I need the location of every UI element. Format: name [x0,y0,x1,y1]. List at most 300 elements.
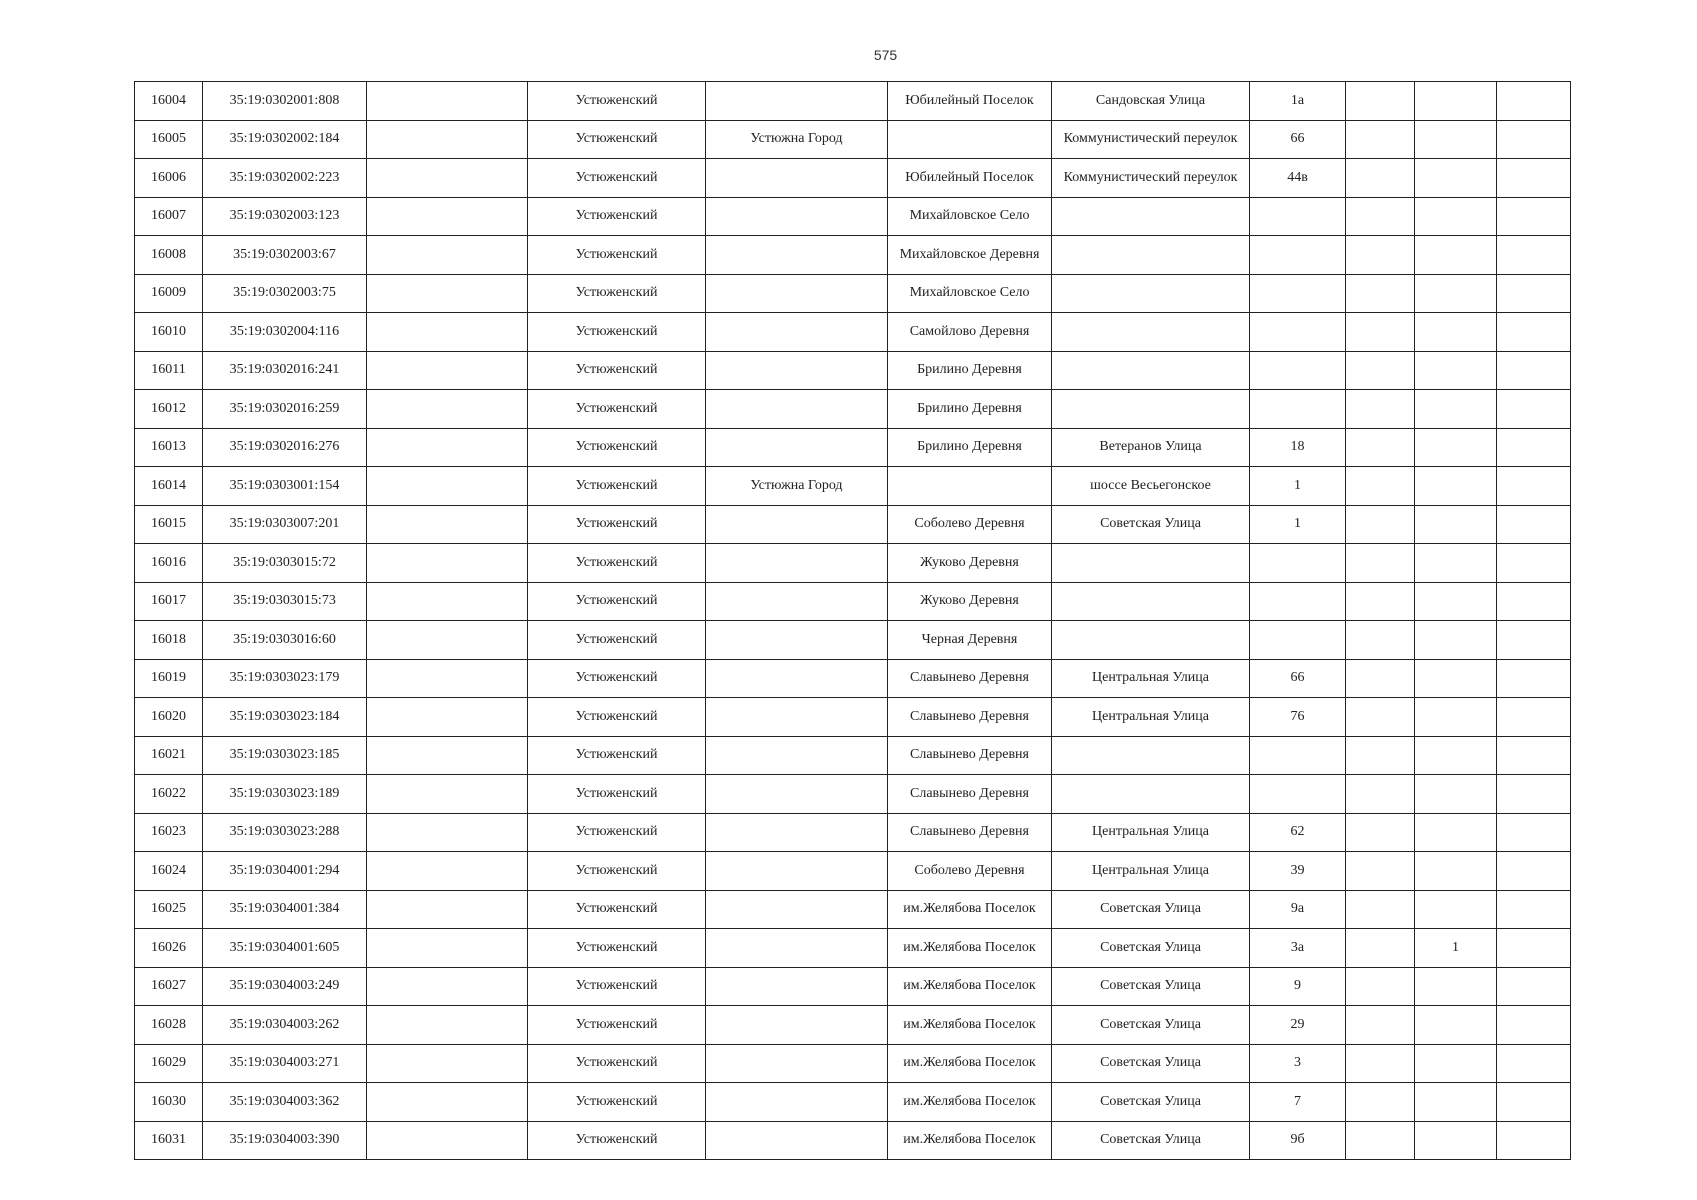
cell-district: Устюженский [528,120,706,159]
cell-extra-2 [1415,544,1497,583]
cell-extra-2 [1415,621,1497,660]
cell-id: 16005 [135,120,203,159]
cell-blank [367,1083,528,1122]
cell-extra-1 [1346,197,1415,236]
cell-house: 1 [1250,467,1346,506]
cell-extra-1 [1346,659,1415,698]
cell-id: 16012 [135,390,203,429]
table-row [135,544,1571,583]
table-row [135,967,1571,1006]
cell-extra-3 [1497,390,1571,429]
cell-house [1250,544,1346,583]
cell-cadastral-number: 35:19:0303015:73 [203,582,367,621]
cell-house: 66 [1250,659,1346,698]
cell-cadastral-number: 35:19:0304003:249 [203,967,367,1006]
cell-settlement: им.Желябова Поселок [888,1083,1052,1122]
cell-extra-3 [1497,775,1571,814]
cell-city [706,775,888,814]
cell-blank [367,236,528,275]
cell-house: 1а [1250,82,1346,121]
cell-city [706,1044,888,1083]
cell-blank [367,1006,528,1045]
cell-city [706,313,888,352]
cell-district: Устюженский [528,659,706,698]
cell-street: Центральная Улица [1052,698,1250,737]
cell-blank [367,313,528,352]
cell-extra-1 [1346,82,1415,121]
cell-city [706,82,888,121]
cell-extra-2 [1415,582,1497,621]
cell-blank [367,197,528,236]
cell-settlement [888,467,1052,506]
cell-settlement: Брилино Деревня [888,390,1052,429]
cell-id: 16006 [135,159,203,198]
cell-district: Устюженский [528,313,706,352]
cell-street [1052,313,1250,352]
cell-cadastral-number: 35:19:0304003:390 [203,1121,367,1160]
cell-house: 18 [1250,428,1346,467]
cell-street: Советская Улица [1052,1121,1250,1160]
cell-extra-3 [1497,351,1571,390]
cell-house [1250,236,1346,275]
cell-blank [367,274,528,313]
cell-extra-3 [1497,1006,1571,1045]
cell-cadastral-number: 35:19:0302001:808 [203,82,367,121]
cell-id: 16004 [135,82,203,121]
cell-extra-3 [1497,159,1571,198]
cell-street: Советская Улица [1052,505,1250,544]
cell-cadastral-number: 35:19:0302016:259 [203,390,367,429]
page-number: 575 [873,47,898,63]
cell-extra-2 [1415,236,1497,275]
cell-id: 16024 [135,852,203,891]
cell-district: Устюженский [528,505,706,544]
cell-extra-3 [1497,544,1571,583]
cell-district: Устюженский [528,390,706,429]
cell-cadastral-number: 35:19:0304003:362 [203,1083,367,1122]
cell-district: Устюженский [528,852,706,891]
cell-street [1052,274,1250,313]
cell-settlement: им.Желябова Поселок [888,1044,1052,1083]
cell-id: 16009 [135,274,203,313]
cell-extra-2 [1415,775,1497,814]
cell-settlement: Жуково Деревня [888,582,1052,621]
cell-cadastral-number: 35:19:0303001:154 [203,467,367,506]
cell-city [706,659,888,698]
cell-blank [367,428,528,467]
cell-settlement: им.Желябова Поселок [888,1121,1052,1160]
cell-blank [367,82,528,121]
cell-extra-1 [1346,428,1415,467]
cell-id: 16025 [135,890,203,929]
cell-extra-2 [1415,890,1497,929]
cell-id: 16030 [135,1083,203,1122]
cell-house: 3 [1250,1044,1346,1083]
cell-extra-2 [1415,159,1497,198]
cell-district: Устюженский [528,813,706,852]
cell-id: 16018 [135,621,203,660]
cell-house [1250,197,1346,236]
cell-street: Сандовская Улица [1052,82,1250,121]
cell-district: Устюженский [528,197,706,236]
cell-city [706,390,888,429]
cell-extra-3 [1497,120,1571,159]
table-row [135,467,1571,506]
cell-cadastral-number: 35:19:0304001:384 [203,890,367,929]
cell-district: Устюженский [528,236,706,275]
cell-extra-1 [1346,236,1415,275]
cell-street [1052,621,1250,660]
cell-blank [367,890,528,929]
table-row [135,82,1571,121]
cell-blank [367,929,528,968]
table-row [135,775,1571,814]
cell-extra-3 [1497,736,1571,775]
table-row [135,621,1571,660]
cell-blank [367,1121,528,1160]
cell-blank [367,467,528,506]
cell-blank [367,659,528,698]
cell-blank [367,351,528,390]
cell-id: 16027 [135,967,203,1006]
cell-district: Устюженский [528,351,706,390]
cell-street [1052,582,1250,621]
cell-city [706,852,888,891]
cell-cadastral-number: 35:19:0304001:605 [203,929,367,968]
table-row [135,428,1571,467]
cell-id: 16031 [135,1121,203,1160]
cell-extra-1 [1346,1006,1415,1045]
cell-extra-3 [1497,1121,1571,1160]
cell-extra-3 [1497,890,1571,929]
cell-extra-1 [1346,274,1415,313]
cell-district: Устюженский [528,274,706,313]
cell-extra-2 [1415,659,1497,698]
cell-extra-2 [1415,1121,1497,1160]
cell-settlement: Самойлово Деревня [888,313,1052,352]
cell-extra-3 [1497,813,1571,852]
cell-blank [367,159,528,198]
cell-extra-1 [1346,852,1415,891]
cell-street: Советская Улица [1052,1006,1250,1045]
cell-house: 3а [1250,929,1346,968]
cell-street: Центральная Улица [1052,852,1250,891]
cell-house: 7 [1250,1083,1346,1122]
cell-extra-2 [1415,967,1497,1006]
cell-city [706,967,888,1006]
table-row [135,813,1571,852]
cell-street [1052,236,1250,275]
cell-id: 16019 [135,659,203,698]
cell-settlement: им.Желябова Поселок [888,890,1052,929]
cell-district: Устюженский [528,1121,706,1160]
table-row [135,698,1571,737]
cell-house [1250,313,1346,352]
cell-street [1052,736,1250,775]
cell-extra-3 [1497,698,1571,737]
table-row [135,159,1571,198]
cell-blank [367,775,528,814]
cell-city [706,698,888,737]
cell-city [706,1121,888,1160]
cell-cadastral-number: 35:19:0303023:184 [203,698,367,737]
cell-settlement: Михайловское Село [888,274,1052,313]
cell-city [706,351,888,390]
cell-settlement: Юбилейный Поселок [888,82,1052,121]
cell-extra-2 [1415,82,1497,121]
cell-extra-3 [1497,1083,1571,1122]
cell-extra-3 [1497,428,1571,467]
cell-id: 16010 [135,313,203,352]
cell-city [706,544,888,583]
cell-street: Советская Улица [1052,929,1250,968]
cell-extra-1 [1346,890,1415,929]
cell-cadastral-number: 35:19:0304003:262 [203,1006,367,1045]
table-row [135,236,1571,275]
cell-street: Коммунистический переулок [1052,120,1250,159]
cell-extra-1 [1346,621,1415,660]
cell-extra-1 [1346,467,1415,506]
cell-extra-2 [1415,505,1497,544]
cell-id: 16023 [135,813,203,852]
cell-extra-3 [1497,582,1571,621]
cell-district: Устюженский [528,929,706,968]
cell-id: 16007 [135,197,203,236]
cell-blank [367,967,528,1006]
cell-cadastral-number: 35:19:0302002:184 [203,120,367,159]
table-row [135,313,1571,352]
cell-id: 16020 [135,698,203,737]
cell-settlement [888,120,1052,159]
cell-cadastral-number: 35:19:0302016:241 [203,351,367,390]
cell-extra-1 [1346,929,1415,968]
cell-district: Устюженский [528,159,706,198]
cell-settlement: Жуково Деревня [888,544,1052,583]
cell-id: 16026 [135,929,203,968]
table-row [135,736,1571,775]
cell-extra-3 [1497,1044,1571,1083]
cell-settlement: Брилино Деревня [888,428,1052,467]
cell-district: Устюженский [528,736,706,775]
cell-house [1250,274,1346,313]
cell-street: Центральная Улица [1052,813,1250,852]
cell-extra-3 [1497,967,1571,1006]
cell-extra-1 [1346,967,1415,1006]
cell-street [1052,197,1250,236]
cell-settlement: Славынево Деревня [888,659,1052,698]
cell-cadastral-number: 35:19:0303023:179 [203,659,367,698]
cell-blank [367,813,528,852]
cell-settlement: Славынево Деревня [888,775,1052,814]
cell-extra-2 [1415,1083,1497,1122]
table-row [135,390,1571,429]
cell-district: Устюженский [528,82,706,121]
cell-cadastral-number: 35:19:0303007:201 [203,505,367,544]
cell-extra-3 [1497,929,1571,968]
cell-street [1052,544,1250,583]
cell-city [706,236,888,275]
cell-house: 29 [1250,1006,1346,1045]
cell-city [706,1083,888,1122]
cell-settlement: Славынево Деревня [888,698,1052,737]
cell-house [1250,621,1346,660]
cell-street: Ветеранов Улица [1052,428,1250,467]
cell-street: Советская Улица [1052,890,1250,929]
cell-extra-1 [1346,544,1415,583]
cell-city [706,428,888,467]
cell-house: 62 [1250,813,1346,852]
cell-extra-2 [1415,120,1497,159]
cell-district: Устюженский [528,698,706,737]
cell-cadastral-number: 35:19:0302004:116 [203,313,367,352]
cell-house: 66 [1250,120,1346,159]
cell-extra-3 [1497,659,1571,698]
cell-city [706,736,888,775]
cell-house: 9 [1250,967,1346,1006]
cell-street [1052,390,1250,429]
cell-street: Коммунистический переулок [1052,159,1250,198]
cell-extra-2 [1415,736,1497,775]
cell-settlement: им.Желябова Поселок [888,929,1052,968]
table-row [135,1044,1571,1083]
cell-district: Устюженский [528,890,706,929]
cell-settlement: Михайловское Село [888,197,1052,236]
cell-city [706,582,888,621]
cell-house: 76 [1250,698,1346,737]
cell-blank [367,1044,528,1083]
cell-extra-2 [1415,351,1497,390]
cell-blank [367,505,528,544]
cell-blank [367,736,528,775]
cell-extra-1 [1346,775,1415,814]
table-row [135,659,1571,698]
cell-house: 1 [1250,505,1346,544]
cell-house [1250,775,1346,814]
cell-extra-2 [1415,390,1497,429]
cell-extra-1 [1346,159,1415,198]
cell-id: 16016 [135,544,203,583]
cell-id: 16017 [135,582,203,621]
cell-blank [367,621,528,660]
cell-extra-3 [1497,82,1571,121]
cell-settlement: Черная Деревня [888,621,1052,660]
cell-cadastral-number: 35:19:0303023:189 [203,775,367,814]
cell-city: Устюжна Город [706,120,888,159]
cell-city [706,813,888,852]
cell-extra-3 [1497,236,1571,275]
cell-settlement: Юбилейный Поселок [888,159,1052,198]
cell-street [1052,775,1250,814]
cell-extra-2 [1415,428,1497,467]
cell-id: 16029 [135,1044,203,1083]
cell-extra-1 [1346,698,1415,737]
cell-blank [367,390,528,429]
cell-blank [367,582,528,621]
cell-settlement: Славынево Деревня [888,813,1052,852]
cell-extra-3 [1497,505,1571,544]
cell-city [706,929,888,968]
cell-settlement: Брилино Деревня [888,351,1052,390]
cell-city [706,890,888,929]
cell-cadastral-number: 35:19:0303023:185 [203,736,367,775]
cell-id: 16015 [135,505,203,544]
cell-city [706,621,888,660]
cell-house: 39 [1250,852,1346,891]
cell-extra-3 [1497,313,1571,352]
cell-extra-1 [1346,813,1415,852]
cell-extra-2 [1415,467,1497,506]
cell-id: 16021 [135,736,203,775]
cell-house: 9б [1250,1121,1346,1160]
cell-cadastral-number: 35:19:0302003:75 [203,274,367,313]
cell-blank [367,698,528,737]
table-row [135,1121,1571,1160]
cell-district: Устюженский [528,1006,706,1045]
table-row [135,505,1571,544]
cell-extra-1 [1346,582,1415,621]
cell-extra-2: 1 [1415,929,1497,968]
cell-district: Устюженский [528,428,706,467]
cell-id: 16013 [135,428,203,467]
registry-table-body [135,82,1571,1160]
cell-house [1250,390,1346,429]
cell-extra-2 [1415,698,1497,737]
cell-extra-1 [1346,1121,1415,1160]
cell-house [1250,736,1346,775]
cell-extra-2 [1415,1006,1497,1045]
cell-district: Устюженский [528,775,706,814]
cell-street: Советская Улица [1052,967,1250,1006]
cell-cadastral-number: 35:19:0303023:288 [203,813,367,852]
table-row [135,852,1571,891]
cell-cadastral-number: 35:19:0303015:72 [203,544,367,583]
cell-extra-2 [1415,197,1497,236]
cell-extra-1 [1346,736,1415,775]
cell-district: Устюженский [528,1044,706,1083]
cell-street: Центральная Улица [1052,659,1250,698]
cell-extra-1 [1346,120,1415,159]
cell-city [706,1006,888,1045]
cell-id: 16022 [135,775,203,814]
cell-extra-1 [1346,313,1415,352]
table-row [135,274,1571,313]
cell-blank [367,120,528,159]
cell-settlement: им.Желябова Поселок [888,967,1052,1006]
cell-district: Устюженский [528,967,706,1006]
cell-house [1250,351,1346,390]
cell-id: 16011 [135,351,203,390]
cell-house: 44в [1250,159,1346,198]
cell-extra-3 [1497,197,1571,236]
cell-city [706,274,888,313]
cell-street: Советская Улица [1052,1044,1250,1083]
cell-street: шоссе Весьегонское [1052,467,1250,506]
cell-extra-2 [1415,852,1497,891]
cell-cadastral-number: 35:19:0302003:123 [203,197,367,236]
cell-extra-3 [1497,621,1571,660]
table-row [135,351,1571,390]
cell-city [706,197,888,236]
table-row [135,1006,1571,1045]
cell-district: Устюженский [528,1083,706,1122]
cell-extra-1 [1346,1044,1415,1083]
cell-id: 16014 [135,467,203,506]
cell-house [1250,582,1346,621]
cell-settlement: Михайловское Деревня [888,236,1052,275]
cell-extra-2 [1415,313,1497,352]
cell-settlement: им.Желябова Поселок [888,1006,1052,1045]
cell-street [1052,351,1250,390]
